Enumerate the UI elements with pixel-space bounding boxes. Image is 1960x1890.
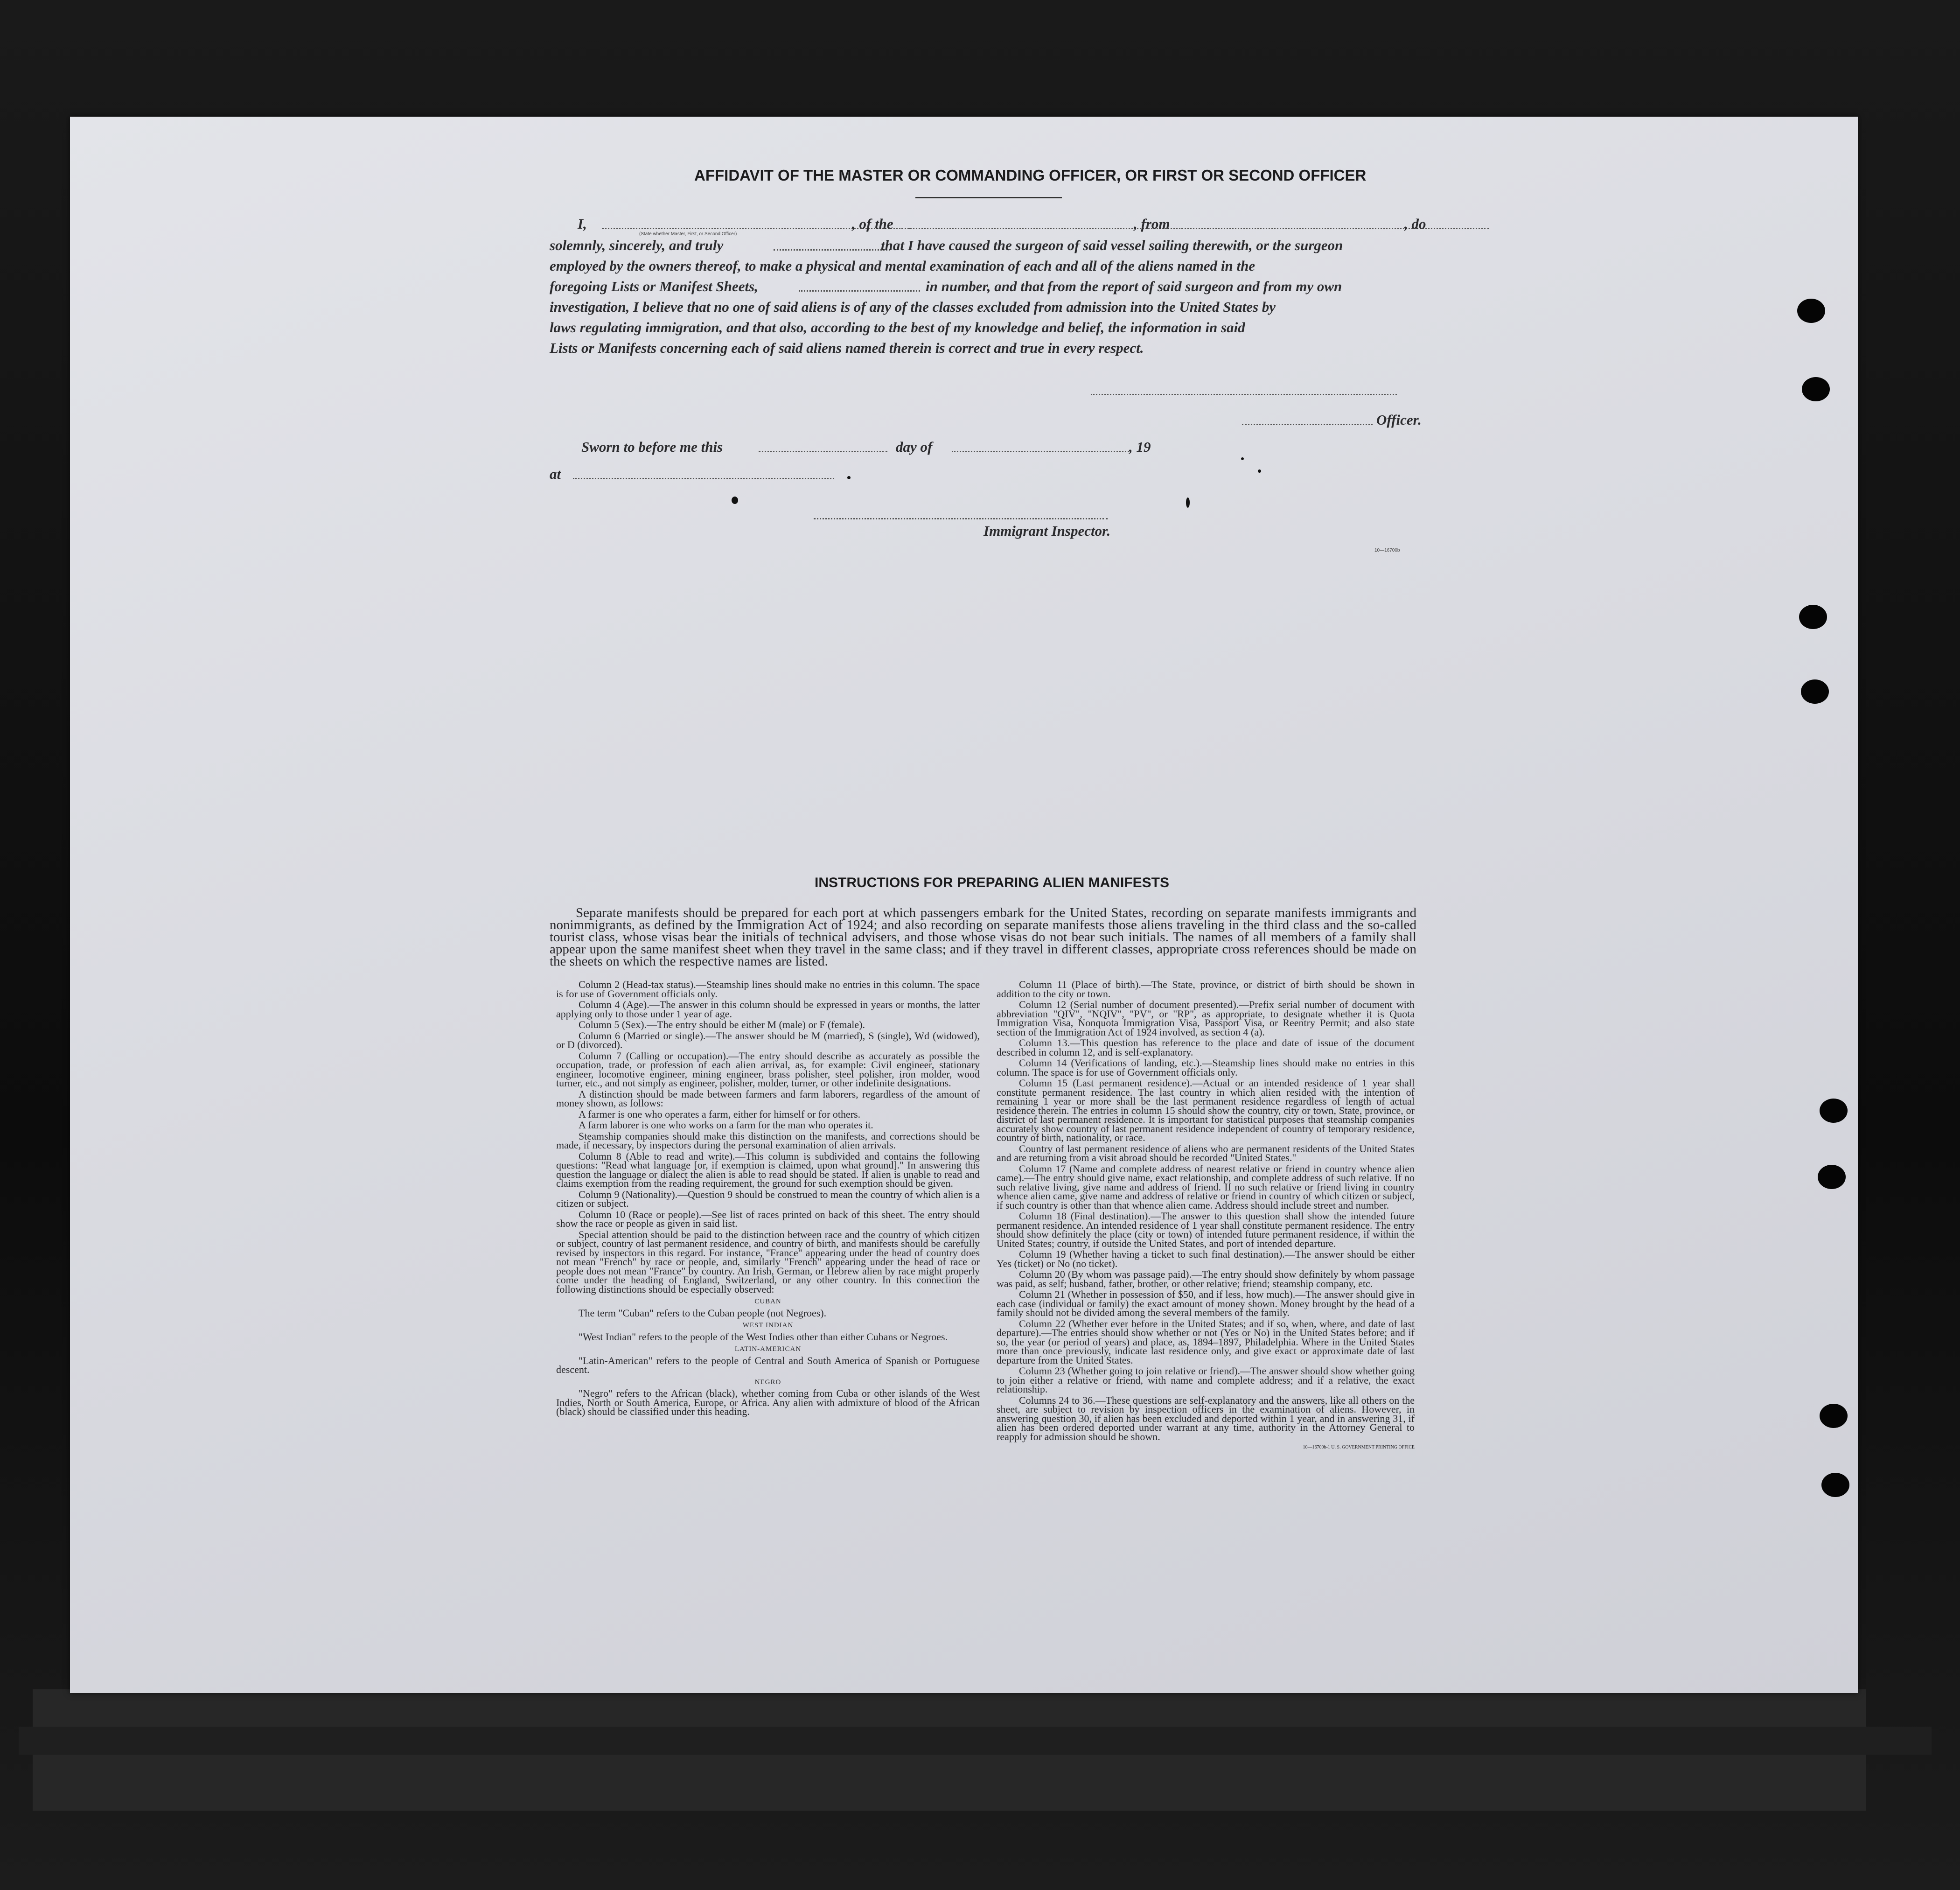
instruction-paragraph: Columns 24 to 36.—These questions are self-explanatory and the answers, like all others on the sheet, are subject to revision by inspection officers in the examination of aliens. However, in answering question 30, if alien has been excluded and deported within 1 year, and in answering 31, if alien has been ordered deported under warrant at any time, authority in the Attorney General to reapply for admission should be shown. [997, 1394, 1415, 1442]
instruction-paragraph: Column 14 (Verifications of landing, etc.).—Steamship lines should make no entries in this column. The space is for use of Government officials only. [997, 1057, 1415, 1078]
sworn-place-field[interactable] [573, 478, 834, 479]
affidavit-line4-end: in number, and that from the report of said surgeon and from my own [926, 278, 1342, 294]
ink-speck [1258, 469, 1261, 473]
heading-west-indian: WEST INDIAN [742, 1322, 794, 1329]
affidavit-line3: employed by the owners thereof, to make a physical and mental examination of each and all of the aliens named in the [550, 258, 1256, 274]
affidavit-line2-end: that I have caused the surgeon of said vessel sailing therewith, or the surgeon [881, 237, 1343, 253]
affidavit-line6: laws regulating immigration, and that also, according to the best of my knowledge and belief, the information in said [550, 319, 1245, 336]
punch-hole [1802, 377, 1830, 401]
sworn-manner-field[interactable] [774, 249, 890, 251]
instruction-paragraph: The term "Cuban" refers to the Cuban people (not Negroes). [579, 1307, 827, 1319]
affidavit-from: , from [1134, 216, 1170, 232]
heading-latin-american: LATIN-AMERICAN [734, 1345, 802, 1353]
officer-label: Officer. [1376, 412, 1422, 428]
heading-cuban: CUBAN [754, 1298, 781, 1305]
punch-hole [1820, 1099, 1848, 1123]
punch-hole [1799, 605, 1827, 629]
instruction-paragraph: Column 2 (Head-tax status).—Steamship lines should make no entries in this column. The space is for use of Government officials only. [556, 979, 980, 1000]
instruction-paragraph: Column 10 (Race or people).—See list of races printed on back of this sheet. The entry should show the race or people as given in said list. [556, 1208, 980, 1229]
instruction-paragraph: A distinction should be made between farmers and farm laborers, regardless of the amount of money shown, as follows: [556, 1088, 980, 1109]
affidavit-line5: investigation, I believe that no one of said aliens is of any of the classes excluded from admission into the United States by [550, 299, 1276, 315]
affidavit-line7: Lists or Manifests concerning each of said aliens named therein is correct and true in every respect. [550, 340, 1144, 356]
instruction-paragraph: Column 11 (Place of birth).—The State, province, or district of birth should be shown in addition to the city or town. [997, 979, 1415, 1000]
year-label: , 19 [1129, 439, 1151, 455]
sworn-day-field[interactable] [759, 451, 887, 452]
instruction-paragraph: "Negro" refers to the African (black), whether coming from Cuba or other islands of the West Indies, North or South America, Europe, or Africa. Any alien with admixture of blood of the African (black) should be classified under this heading. [556, 1387, 980, 1417]
inspector-signature-line[interactable] [814, 518, 1108, 519]
instruction-paragraph: Special attention should be paid to the distinction between race and the country of which citizen or subject, country of last permanent residence, and country of birth, and manifests should be carefully revised by inspectors in this regard. For instance, "France" appearing under the head of country does not mean "French" by race or people, and, similarly "French" appearing under the head of race or people does not mean "France" by country. An Irish, German, or Hebrew alien by race might properly come under the heading of England, Switzerland, or any other country. In this connection the following distinctions should be especially observed: [556, 1228, 980, 1295]
instruction-paragraph: Column 9 (Nationality).—Question 9 should be construed to mean the country of which alien is a citizen or subject. [556, 1188, 980, 1209]
instructions-left-column [556, 980, 980, 1418]
instruction-paragraph: Column 19 (Whether having a ticket to such final destination).—The answer should be either Yes (ticket) or No (no ticket). [997, 1248, 1415, 1269]
punch-hole [1801, 679, 1829, 704]
punch-hole [1797, 299, 1825, 323]
instruction-paragraph: Column 6 (Married or single).—The answer should be M (married), S (single), Wd (widowed), or D (divorced). [556, 1029, 980, 1050]
affidavit-of-the: , of the [852, 216, 893, 232]
ink-speck [1186, 497, 1190, 508]
officer-signature-line[interactable] [1091, 394, 1397, 395]
affidavit-do: , do [1404, 216, 1426, 232]
affidavit-title: AFFIDAVIT OF THE MASTER OR COMMANDING OFFICER, OR FIRST OR SECOND OFFICER [694, 167, 1367, 184]
footer-print-line: 10—16700b-1 U. S. GOVERNMENT PRINTING OFFICE [1303, 1445, 1415, 1450]
instruction-paragraph: Country of last permanent residence of aliens who are permanent residents of the United States and are returning from a visit abroad should be recorded "United States." [997, 1142, 1415, 1163]
instruction-paragraph: Column 18 (Final destination).—The answer to this question shall show the intended future permanent residence. An intended residence of 1 year shall constitute permanent residence. The entry should show definitely the place (city or town) of intended future permanent residence, if within the United States; country, if outside the United States, and port of intended departure. [997, 1210, 1415, 1249]
instruction-paragraph: Column 15 (Last permanent residence).—Actual or an intended residence of 1 year shall constitute permanent residence. The last country in which alien resided with the intention of remaining 1 year or more shall be the last permanent residence regardless of length of actual residence therein. The entries in column 15 should show the country, city or town, State, province, or district of last permanent residence. It is important for statistical purposes that steamship companies accurately show country of last permanent residence independent of country of temporary residence, country of birth, nationality, or race. [997, 1077, 1415, 1143]
punch-hole [1820, 1404, 1848, 1428]
instruction-paragraph: "Latin-American" refers to the people of Central and South America of Spanish or Portuguese descent. [556, 1354, 980, 1375]
affidavit-line4-start: foregoing Lists or Manifest Sheets, [550, 278, 758, 294]
instruction-paragraph: Column 22 (Whether ever before in the United States; and if so, when, where, and date of last departure).—The entries should show whether or not (Yes or No) in the United States before; and if so, the year (or period of years) and place, as, 1894–1897, Philadelphia. Where in the United States more than once previously, indicate last residence only, and give exact or approximate date of last departure from the United States. [997, 1317, 1415, 1366]
ink-speck [732, 497, 738, 504]
rank-note: (State whether Master, First, or Second Officer) [639, 231, 737, 237]
instruction-paragraph: Column 20 (By whom was passage paid).—The entry should show definitely by whom passage was paid, as self; husband, father, brother, or other relative; friend; steamship company, etc. [997, 1268, 1415, 1289]
instruction-paragraph: "West Indian" refers to the people of the West Indies other than either Cubans or Negroes. [579, 1330, 948, 1343]
title-underline [915, 197, 1062, 198]
affidavit-i: I, [578, 216, 587, 232]
affidavit-form-number: 10—16700b [1374, 548, 1400, 553]
instruction-paragraph: Column 5 (Sex).—The entry should be either M (male) or F (female). [579, 1019, 865, 1030]
instructions-intro: Separate manifests should be prepared for each port at which passengers embark for the United States, recording on separate manifests immigrants and nonimmigrants, as defined by the Immigration Act of 1924; and also recording on separate manifests those aliens traveling in the third class and the so-called tourist class, whose visas bear the initials of technical advisers, and those whose visas do not bear such initials. The names of all members of a family shall appear upon the same manifest sheet when they travel in the same class; and if they travel in different classes, appropriate cross references should be made on the sheets on which the respective names are listed. [550, 905, 1416, 969]
port-from-field[interactable] [1181, 228, 1489, 229]
at-label: at [550, 466, 561, 482]
punch-hole [1821, 1473, 1849, 1497]
sworn-label: Sworn to before me this [581, 439, 723, 455]
instruction-paragraph: Column 7 (Calling or occupation).—The entry should describe as accurately as possible the occupation, trade, or profession of each alien arrival, as, for example: Civil engineer, stationary engineer, locomotive engineer, mining engineer, brass polisher, steel polisher, iron molder, wood turner, etc., and not simply as engineer, polisher, molder, turner, or other indefinite designations. [556, 1050, 980, 1089]
inspector-label: Immigrant Inspector. [983, 523, 1111, 539]
heading-negro: NEGRO [754, 1378, 781, 1386]
sworn-month-field[interactable] [952, 451, 1129, 452]
instructions-title: INSTRUCTIONS FOR PREPARING ALIEN MANIFESTS [815, 875, 1170, 890]
day-of-label: day of [896, 439, 933, 455]
instruction-paragraph: Column 17 (Name and complete address of nearest relative or friend in country whence alien came).—The entry should give name, exact relationship, and complete address of such relative. If no such relative living, give name and address of friend. If no such relative or friend living in country whence alien came, give name and address of relative or friend in country of which citizen or subject, if such country is other than that whence alien came. Address should include street and number. [997, 1162, 1415, 1211]
sheet-count-field[interactable] [799, 290, 920, 292]
instruction-paragraph: Column 13.—This question has reference to the place and date of issue of the document described in column 12, and is self-explanatory. [997, 1037, 1415, 1058]
affidavit-line2-start: solemnly, sincerely, and truly [550, 237, 724, 253]
instruction-paragraph: Column 8 (Able to read and write).—This column is subdivided and contains the following questions: "Read what language [or, if exemption is claimed, upon what ground]." In answering this question the language or dialect the alien is able to read should be stated. If alien is unable to read and claims exemption from the reading requirement, the ground for such exemption should be given. [556, 1150, 980, 1189]
manifest-sheet [70, 117, 1858, 1693]
ink-speck [847, 476, 851, 479]
instruction-paragraph: A farmer is one who operates a farm, either for himself or for others. [579, 1108, 861, 1120]
instruction-paragraph: A farm laborer is one who works on a farm for the man who operates it. [579, 1119, 873, 1131]
instructions-right-column [997, 980, 1415, 1454]
punch-hole [1818, 1165, 1846, 1189]
instruction-paragraph: Column 23 (Whether going to join relative or friend).—The answer should show whether going to join either a relative or friend, with name and complete address; and if a relative, the exact relationship. [997, 1365, 1415, 1395]
instruction-paragraph: Column 21 (Whether in possession of $50, and if less, how much).—The answer should give in each case (individual or family) the exact amount of money shown. Money brought by the head of a family should not be divided among the several members of the family. [997, 1288, 1415, 1318]
ink-speck [1241, 457, 1244, 460]
officer-title-line[interactable] [1242, 424, 1373, 425]
scan-streak [19, 1727, 1932, 1755]
instruction-paragraph: Column 4 (Age).—The answer in this column should be expressed in years or months, the latter applying only to those under 1 year of age. [556, 999, 980, 1020]
instruction-paragraph: Column 12 (Serial number of document presented).—Prefix serial number of document with abbreviation "QIV", "NQIV", "PV", or "RP", as appropriate, to designate whether it is Quota Immigration Visa, Nonquota Immigration Visa, Passport Visa, or Reentry Permit; and also state section of the Immigration Act of 1924 involved, as section 4 (a). [997, 999, 1415, 1038]
instruction-paragraph: Steamship companies should make this distinction on the manifests, and corrections should be made, if necessary, by inspectors during the personal examination of alien arrivals. [556, 1130, 980, 1151]
